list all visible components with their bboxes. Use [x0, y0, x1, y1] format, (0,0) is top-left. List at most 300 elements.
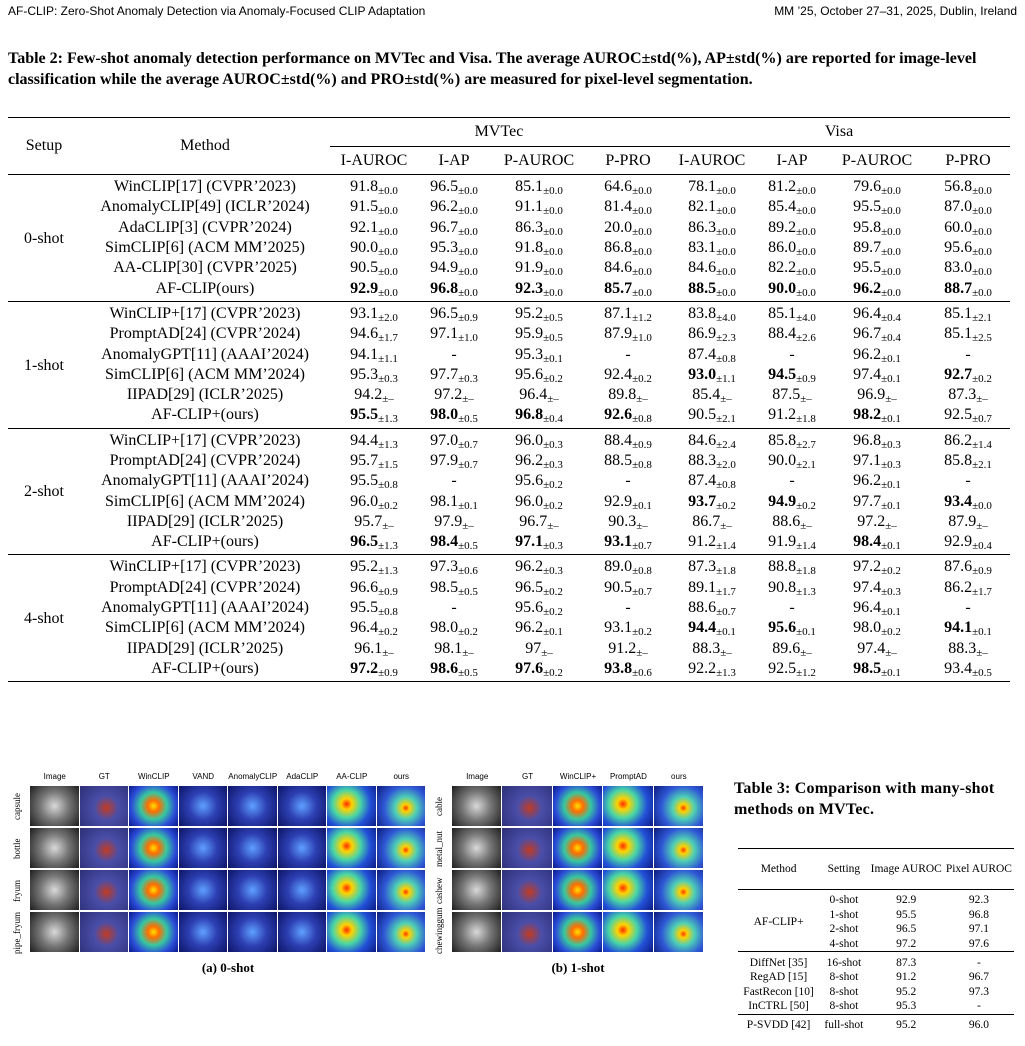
value-mean: 82.2: [768, 259, 797, 277]
header-title: AF-CLIP: Zero-Shot Anomaly Detection via Anomaly-Focused CLIP Adaptation: [8, 4, 426, 18]
value-std: ±0.0: [543, 266, 563, 279]
value-std: ±2.6: [796, 332, 816, 345]
value-cell: [926, 451, 1010, 471]
value-mean: 91.1: [515, 198, 544, 216]
value-std: ±–: [462, 519, 474, 532]
value-cell: [926, 385, 1010, 405]
value-std: ±0.0: [543, 286, 563, 299]
value-cell: [668, 344, 756, 364]
value-cell: [828, 301, 926, 324]
value-cell: [330, 639, 418, 659]
value-cell: [588, 639, 668, 659]
header-venue: MM ’25, October 27–31, 2025, Dublin, Ireland: [774, 4, 1017, 18]
figure-row: [434, 870, 704, 912]
figure-thumbnail: [179, 786, 228, 826]
value-mean: 95.7: [354, 512, 383, 530]
value-mean: 95.5: [853, 198, 882, 216]
value-std: ±0.5: [543, 311, 563, 324]
value-mean: 96.8: [853, 431, 882, 449]
value-std: ±–: [976, 519, 988, 532]
value-mean: 93.4: [944, 492, 973, 510]
table-row: [8, 491, 1010, 511]
value-cell: [330, 532, 418, 555]
table-row: [8, 344, 1010, 364]
value-cell: [926, 639, 1010, 659]
value-mean: 97.4: [853, 365, 882, 383]
figure-thumbnail: [654, 828, 703, 868]
figure-thumbnail: [377, 912, 426, 952]
value-cell: [418, 451, 490, 471]
value-mean: 95.3: [430, 239, 459, 257]
value-std: ±0.7: [632, 585, 652, 598]
figure-thumbnail: [80, 828, 129, 868]
value-std: ±0.0: [543, 225, 563, 238]
value-mean: 83.1: [688, 239, 717, 257]
value-cell: [756, 197, 828, 217]
figure-column-label: AA-CLIP: [336, 772, 368, 781]
value-mean: 96.7: [430, 218, 459, 236]
value-cell: [330, 324, 418, 344]
value-std: ±0.4: [972, 540, 992, 553]
t3-header-setting: Setting: [819, 849, 868, 890]
value-std: ±0.0: [796, 266, 816, 279]
value-cell: [828, 405, 926, 428]
value-mean: 95.5: [350, 472, 379, 490]
t3-cell: 87.3: [896, 956, 917, 969]
value-mean: 96.8: [430, 279, 459, 297]
value-cell: [490, 451, 588, 471]
figure-thumbnail: [377, 870, 426, 910]
table3-body: [738, 890, 1014, 1033]
value-mean: 87.6: [944, 558, 973, 576]
value-cell: [330, 578, 418, 598]
value-std: ±2.3: [716, 332, 736, 345]
value-std: ±–: [541, 646, 553, 659]
figure-thumbnail: [377, 786, 426, 826]
value-std: ±0.7: [458, 459, 478, 471]
t3-cell: 16-shot: [826, 956, 862, 969]
value-std: ±0.0: [972, 266, 992, 279]
value-cell: [756, 471, 828, 491]
value-cell: [926, 405, 1010, 428]
value-cell: [756, 385, 828, 405]
figure-row: [12, 912, 426, 954]
value-cell: [330, 428, 418, 451]
value-mean: 87.1: [604, 304, 633, 322]
value-std: ±0.0: [378, 225, 398, 238]
value-cell: [668, 385, 756, 405]
value-mean: 93.4: [944, 659, 973, 677]
value-cell: [828, 639, 926, 659]
value-std: ±0.0: [632, 246, 652, 259]
value-mean: 94.5: [768, 365, 797, 383]
figure-thumbnail: [553, 912, 602, 952]
value-cell: [490, 258, 588, 278]
value-cell: [756, 238, 828, 258]
value-std: ±0.5: [458, 585, 478, 598]
value-std: ±–: [547, 393, 559, 406]
value-std: ±0.1: [796, 626, 816, 639]
figure-thumbnail: [129, 870, 178, 910]
figure-thumbnail: [278, 912, 327, 952]
value-std: ±1.0: [632, 332, 652, 345]
figure-thumbnail: [80, 786, 129, 826]
method-cell: IIPAD[29] (ICLR’2025): [126, 512, 284, 530]
value-cell: [828, 578, 926, 598]
value-mean: 95.5: [350, 599, 379, 617]
value-mean: 86.2: [944, 578, 973, 596]
value-mean: 95.2: [515, 304, 544, 322]
value-mean: 87.4: [688, 472, 717, 490]
running-header: [8, 4, 1017, 20]
value-mean: 96.5: [430, 178, 459, 196]
value-cell: [588, 385, 668, 405]
figure-thumbnail: [654, 870, 703, 910]
value-std: ±0.2: [378, 499, 398, 512]
value-cell: [418, 197, 490, 217]
figure-b-column-labels: [452, 772, 704, 786]
value-std: ±0.0: [972, 205, 992, 218]
value-mean: 97.4: [857, 639, 886, 657]
value-std: ±2.0: [716, 459, 736, 471]
value-cell: [668, 258, 756, 278]
value-mean: 98.0: [430, 406, 459, 424]
value-std: ±0.2: [881, 565, 901, 578]
value-mean: 92.3: [515, 279, 544, 297]
value-cell: [588, 175, 668, 198]
value-std: ±0.1: [543, 626, 563, 639]
value-std: ±0.0: [716, 225, 736, 238]
value-mean: 93.7: [688, 492, 717, 510]
value-std: ±0.3: [378, 372, 398, 385]
value-cell: [668, 238, 756, 258]
figure-thumbnail: [502, 828, 551, 868]
value-std: ±–: [382, 519, 394, 532]
value-cell: [588, 344, 668, 364]
value-std: ±0.0: [378, 205, 398, 218]
value-cell: [926, 532, 1010, 555]
value-mean: 98.5: [853, 659, 882, 677]
value-mean: 88.5: [604, 452, 633, 469]
figure-thumbnail: [377, 828, 426, 868]
value-mean: 91.8: [515, 239, 544, 257]
value-std: ±1.7: [716, 585, 736, 598]
value-std: ±0.3: [458, 372, 478, 385]
value-std: ±1.7: [378, 332, 398, 345]
value-mean: 87.4: [688, 345, 717, 363]
value-cell: [418, 428, 490, 451]
value-mean: 93.0: [688, 365, 717, 383]
value-mean: 95.8: [853, 218, 882, 236]
value-cell: [418, 324, 490, 344]
value-std: ±0.1: [881, 606, 901, 619]
value-mean: 96.5: [350, 533, 379, 551]
value-mean: 98.6: [430, 659, 459, 677]
value-cell: [490, 385, 588, 405]
figure-b-caption: (b) 1-shot: [551, 960, 605, 975]
value-cell: [330, 218, 418, 238]
value-cell: [490, 578, 588, 598]
value-mean: 89.1: [688, 578, 717, 596]
value-mean: 95.6: [768, 619, 797, 637]
value-cell: [330, 471, 418, 491]
value-std: ±–: [976, 646, 988, 659]
value-mean: 87.9: [604, 325, 633, 343]
table-row: [8, 324, 1010, 344]
value-cell: [926, 258, 1010, 278]
value-mean: 85.7: [604, 279, 633, 297]
t3-header-image-auroc: Image AUROC: [869, 849, 944, 890]
setup-cell: 2-shot: [8, 428, 80, 555]
value-cell: [756, 324, 828, 344]
value-std: ±0.0: [972, 185, 992, 198]
value-cell: [588, 451, 668, 471]
value-cell: [588, 301, 668, 324]
table-row: [8, 639, 1010, 659]
value-std: ±0.0: [458, 225, 478, 238]
value-mean: 91.2: [688, 533, 717, 551]
value-mean: 84.6: [688, 259, 717, 277]
t3-cell: 0-shot: [829, 894, 859, 907]
value-mean: 97.1: [430, 325, 459, 343]
value-mean: 92.1: [350, 218, 379, 236]
value-std: ±0.0: [543, 185, 563, 198]
value-cell: [668, 175, 756, 198]
t3-cell: 97.3: [968, 985, 989, 998]
value-mean: 85.1: [944, 325, 973, 343]
value-mean: 96.4: [350, 619, 379, 637]
value-cell: [926, 218, 1010, 238]
value-cell: [828, 532, 926, 555]
value-cell: [926, 578, 1010, 598]
value-std: ±0.7: [458, 438, 478, 451]
value-cell: [668, 301, 756, 324]
value-mean: 86.3: [688, 218, 717, 236]
t3-cell: P-SVDD [42]: [746, 1019, 811, 1032]
figure-column-label: WinCLIP+: [559, 772, 597, 781]
value-std: ±0.4: [881, 311, 901, 324]
value-mean: 95.6: [515, 599, 544, 617]
value-std: ±2.0: [378, 311, 398, 324]
value-cell: [490, 428, 588, 451]
value-cell: [756, 512, 828, 532]
value-mean: 87.5: [772, 386, 801, 404]
value-mean: 97.2: [434, 386, 463, 404]
value-std: ±1.5: [378, 459, 398, 471]
method-cell: AnomalyGPT[11] (AAAI’2024): [101, 472, 309, 490]
value-std: ±0.9: [378, 585, 398, 598]
value-mean: 96.2: [515, 558, 544, 576]
value-cell: [418, 618, 490, 638]
value-mean: 92.2: [688, 659, 717, 677]
value-mean: 90.8: [768, 578, 797, 596]
value-std: ±0.1: [881, 352, 901, 365]
value-std: ±0.2: [972, 372, 992, 385]
value-cell: [490, 218, 588, 238]
figure-thumbnail: [452, 786, 501, 826]
value-std: ±0.0: [378, 185, 398, 198]
value-cell: [490, 555, 588, 578]
value-mean: 60.0: [944, 218, 973, 236]
value-mean: 83.8: [688, 304, 717, 322]
value-cell: [828, 258, 926, 278]
value-mean: -: [789, 472, 795, 490]
value-mean: 86.0: [768, 239, 797, 257]
table-row: [8, 659, 1010, 682]
value-mean: 97.7: [853, 492, 882, 510]
method-cell: IIPAD[29] (ICLR’2025): [126, 386, 284, 404]
value-std: ±1.3: [378, 540, 398, 553]
value-cell: [330, 258, 418, 278]
value-cell: [828, 512, 926, 532]
value-std: ±0.0: [881, 286, 901, 299]
value-cell: [668, 365, 756, 385]
value-std: ±1.3: [716, 666, 736, 679]
value-std: ±0.2: [458, 626, 478, 639]
value-std: ±0.0: [796, 246, 816, 259]
value-std: ±0.0: [716, 246, 736, 259]
value-cell: [330, 451, 418, 471]
value-mean: 88.5: [688, 279, 717, 297]
value-std: ±0.0: [716, 266, 736, 279]
value-std: ±–: [720, 393, 732, 406]
value-cell: [330, 598, 418, 618]
value-std: ±0.2: [881, 626, 901, 639]
value-mean: 98.1: [434, 639, 463, 657]
figure-thumbnail: [278, 786, 327, 826]
value-cell: [828, 197, 926, 217]
t3-cell: 2-shot: [829, 923, 859, 936]
value-mean: 90.5: [688, 406, 717, 424]
value-cell: [490, 491, 588, 511]
value-std: ±1.1: [378, 352, 398, 365]
value-std: ±0.0: [543, 205, 563, 218]
figure-thumbnail: [327, 828, 376, 868]
value-mean: 82.1: [688, 198, 717, 216]
value-cell: [490, 659, 588, 682]
table-row: [738, 970, 1014, 985]
value-mean: 95.2: [350, 558, 379, 576]
value-cell: [418, 238, 490, 258]
value-std: ±0.0: [378, 286, 398, 299]
setup-cell: 4-shot: [8, 555, 80, 682]
value-mean: 81.2: [768, 178, 797, 196]
value-cell: [588, 218, 668, 238]
value-std: ±0.0: [378, 246, 398, 259]
value-cell: [588, 578, 668, 598]
value-mean: 85.1: [768, 304, 797, 322]
method-cell: AF-CLIP+(ours): [80, 659, 330, 682]
table-row: [738, 952, 1014, 970]
value-mean: 94.1: [350, 345, 379, 363]
value-cell: [588, 278, 668, 301]
value-mean: 95.5: [350, 406, 379, 424]
value-std: ±–: [382, 646, 394, 659]
value-mean: 94.9: [430, 259, 459, 277]
value-cell: [828, 598, 926, 618]
value-std: ±0.1: [881, 479, 901, 492]
figure-row-label: chewinggum: [434, 907, 444, 954]
value-std: ±0.5: [543, 332, 563, 345]
value-cell: [418, 471, 490, 491]
value-cell: [828, 238, 926, 258]
value-cell: [490, 639, 588, 659]
value-mean: -: [789, 599, 795, 617]
value-cell: [668, 578, 756, 598]
t3-cell: InCTRL [50]: [738, 999, 819, 1014]
value-std: ±–: [636, 393, 648, 406]
value-std: ±0.0: [881, 205, 901, 218]
value-cell: [418, 385, 490, 405]
value-mean: 88.3: [948, 639, 977, 657]
figure-thumbnail: [129, 786, 178, 826]
value-cell: [330, 278, 418, 301]
value-mean: 96.9: [857, 386, 886, 404]
figure-thumbnail: [502, 912, 551, 952]
value-std: ±1.2: [632, 311, 652, 324]
figure-thumbnail: [278, 870, 327, 910]
figure-row-label: fryum: [12, 880, 22, 902]
table-row: [8, 218, 1010, 238]
value-cell: [588, 598, 668, 618]
figure-row: [434, 828, 704, 870]
value-cell: [926, 491, 1010, 511]
value-std: ±0.0: [378, 266, 398, 279]
value-mean: 84.6: [604, 259, 633, 277]
figure-b-grid: [434, 786, 704, 954]
value-std: ±0.8: [632, 459, 652, 471]
value-mean: 91.2: [768, 406, 797, 424]
value-std: ±0.0: [972, 246, 992, 259]
value-cell: [926, 618, 1010, 638]
value-mean: 85.8: [768, 431, 797, 449]
figure-row: [12, 786, 426, 828]
value-std: ±0.3: [881, 459, 901, 471]
value-cell: [418, 512, 490, 532]
value-std: ±0.2: [543, 666, 563, 679]
figure-column-label: Image: [466, 772, 489, 781]
value-std: ±0.0: [458, 286, 478, 299]
value-cell: [588, 512, 668, 532]
value-cell: [588, 197, 668, 217]
figure-b: [434, 772, 704, 976]
value-cell: [828, 451, 926, 471]
value-std: ±0.5: [972, 666, 992, 679]
value-cell: [418, 175, 490, 198]
table-row: [8, 301, 1010, 324]
value-mean: 88.6: [688, 599, 717, 617]
t3-header-pixel-auroc: Pixel AUROC: [944, 849, 1014, 890]
t3-cell: 4-shot: [819, 937, 868, 952]
value-mean: 90.0: [350, 239, 379, 257]
figure-thumbnail: [179, 828, 228, 868]
value-mean: 93.8: [604, 659, 633, 677]
value-std: ±2.1: [716, 413, 736, 426]
value-mean: 83.0: [944, 259, 973, 277]
value-cell: [588, 555, 668, 578]
value-std: ±2.1: [796, 459, 816, 471]
value-std: ±0.0: [881, 185, 901, 198]
value-std: ±0.8: [632, 565, 652, 578]
value-mean: 86.9: [688, 325, 717, 343]
value-cell: [756, 301, 828, 324]
value-std: ±0.8: [716, 479, 736, 492]
value-std: ±–: [885, 393, 897, 406]
value-mean: 96.0: [350, 492, 379, 510]
value-cell: [490, 324, 588, 344]
setup-header: Setup: [8, 118, 80, 175]
value-cell: [828, 385, 926, 405]
